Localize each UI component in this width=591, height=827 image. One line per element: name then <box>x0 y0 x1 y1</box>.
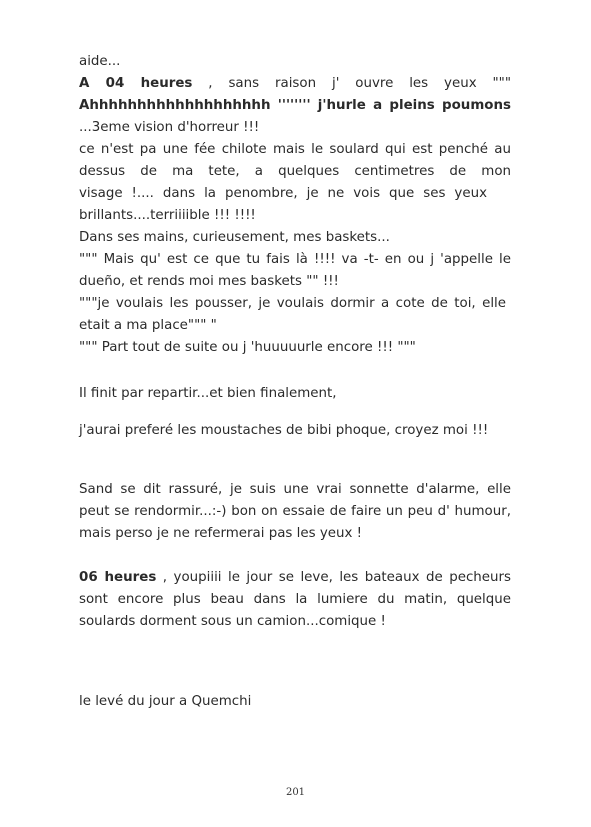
text-line <box>79 73 511 95</box>
text-line: mais perso je ne refermerai pas les yeux ! <box>79 526 363 541</box>
text-line: ...3eme vision d'horreur !!! <box>79 120 260 135</box>
text-line: Ahhhhhhhhhhhhhhhhhhh '''''''' j'hurle a pleins poumons <box>79 98 511 113</box>
text-line: peut se rendormir...:-) bon on essaie de faire un peu d' humour, <box>79 504 511 519</box>
text-line: j'aurai preferé les moustaches de bibi phoque, croyez moi !!! <box>79 423 489 438</box>
text-line: brillants....terriiiible !!! !!!! <box>79 208 256 223</box>
time-heading-4am: A 04 heures <box>79 76 193 91</box>
page-number: 201 <box>285 787 306 798</box>
text-line: sont encore plus beau dans la lumiere du matin, quelque <box>79 592 511 607</box>
paragraph-night-event <box>79 51 511 359</box>
text-line: ce n'est pa une fée chilote mais le soulard qui est penché au <box>79 142 511 157</box>
paragraph-morning <box>79 567 511 633</box>
time-heading-6am: 06 heures <box>79 570 157 585</box>
text-line: aide... <box>79 54 121 69</box>
text-line: Dans ses mains, curieusement, mes baskets... <box>79 230 390 245</box>
text-line: visage !.... dans la penombre, je ne vois que ses yeux <box>79 186 487 201</box>
text-line: """ Part tout de suite ou j 'huuuuurle encore !!! """ <box>79 340 416 355</box>
text-line: """je voulais les pousser, je voulais dormir a cote de toi, elle <box>79 296 506 311</box>
text-line <box>79 567 511 589</box>
text-line: """ Mais qu' est ce que tu fais là !!!! va -t- en ou j 'appelle le <box>79 252 511 267</box>
text-line: Il finit par repartir...et bien finalement, <box>79 386 337 401</box>
text-line: Sand se dit rassuré, je suis une vrai sonnette d'alarme, elle <box>79 482 511 497</box>
paragraph-sand <box>79 479 511 545</box>
text-span: , sans raison j' ouvre les yeux """ <box>192 76 511 91</box>
text-line: soulards dorment sous un camion...comique ! <box>79 614 386 629</box>
text-line: dueño, et rends moi mes baskets "" !!! <box>79 274 339 289</box>
photo-caption: le levé du jour a Quemchi <box>79 694 252 709</box>
text-line: dessus de ma tete, a quelques centimetres de mon <box>79 164 511 179</box>
text-line: etait a ma place""" " <box>79 318 217 333</box>
text-span: , youpiiii le jour se leve, les bateaux de pecheurs <box>156 570 512 585</box>
